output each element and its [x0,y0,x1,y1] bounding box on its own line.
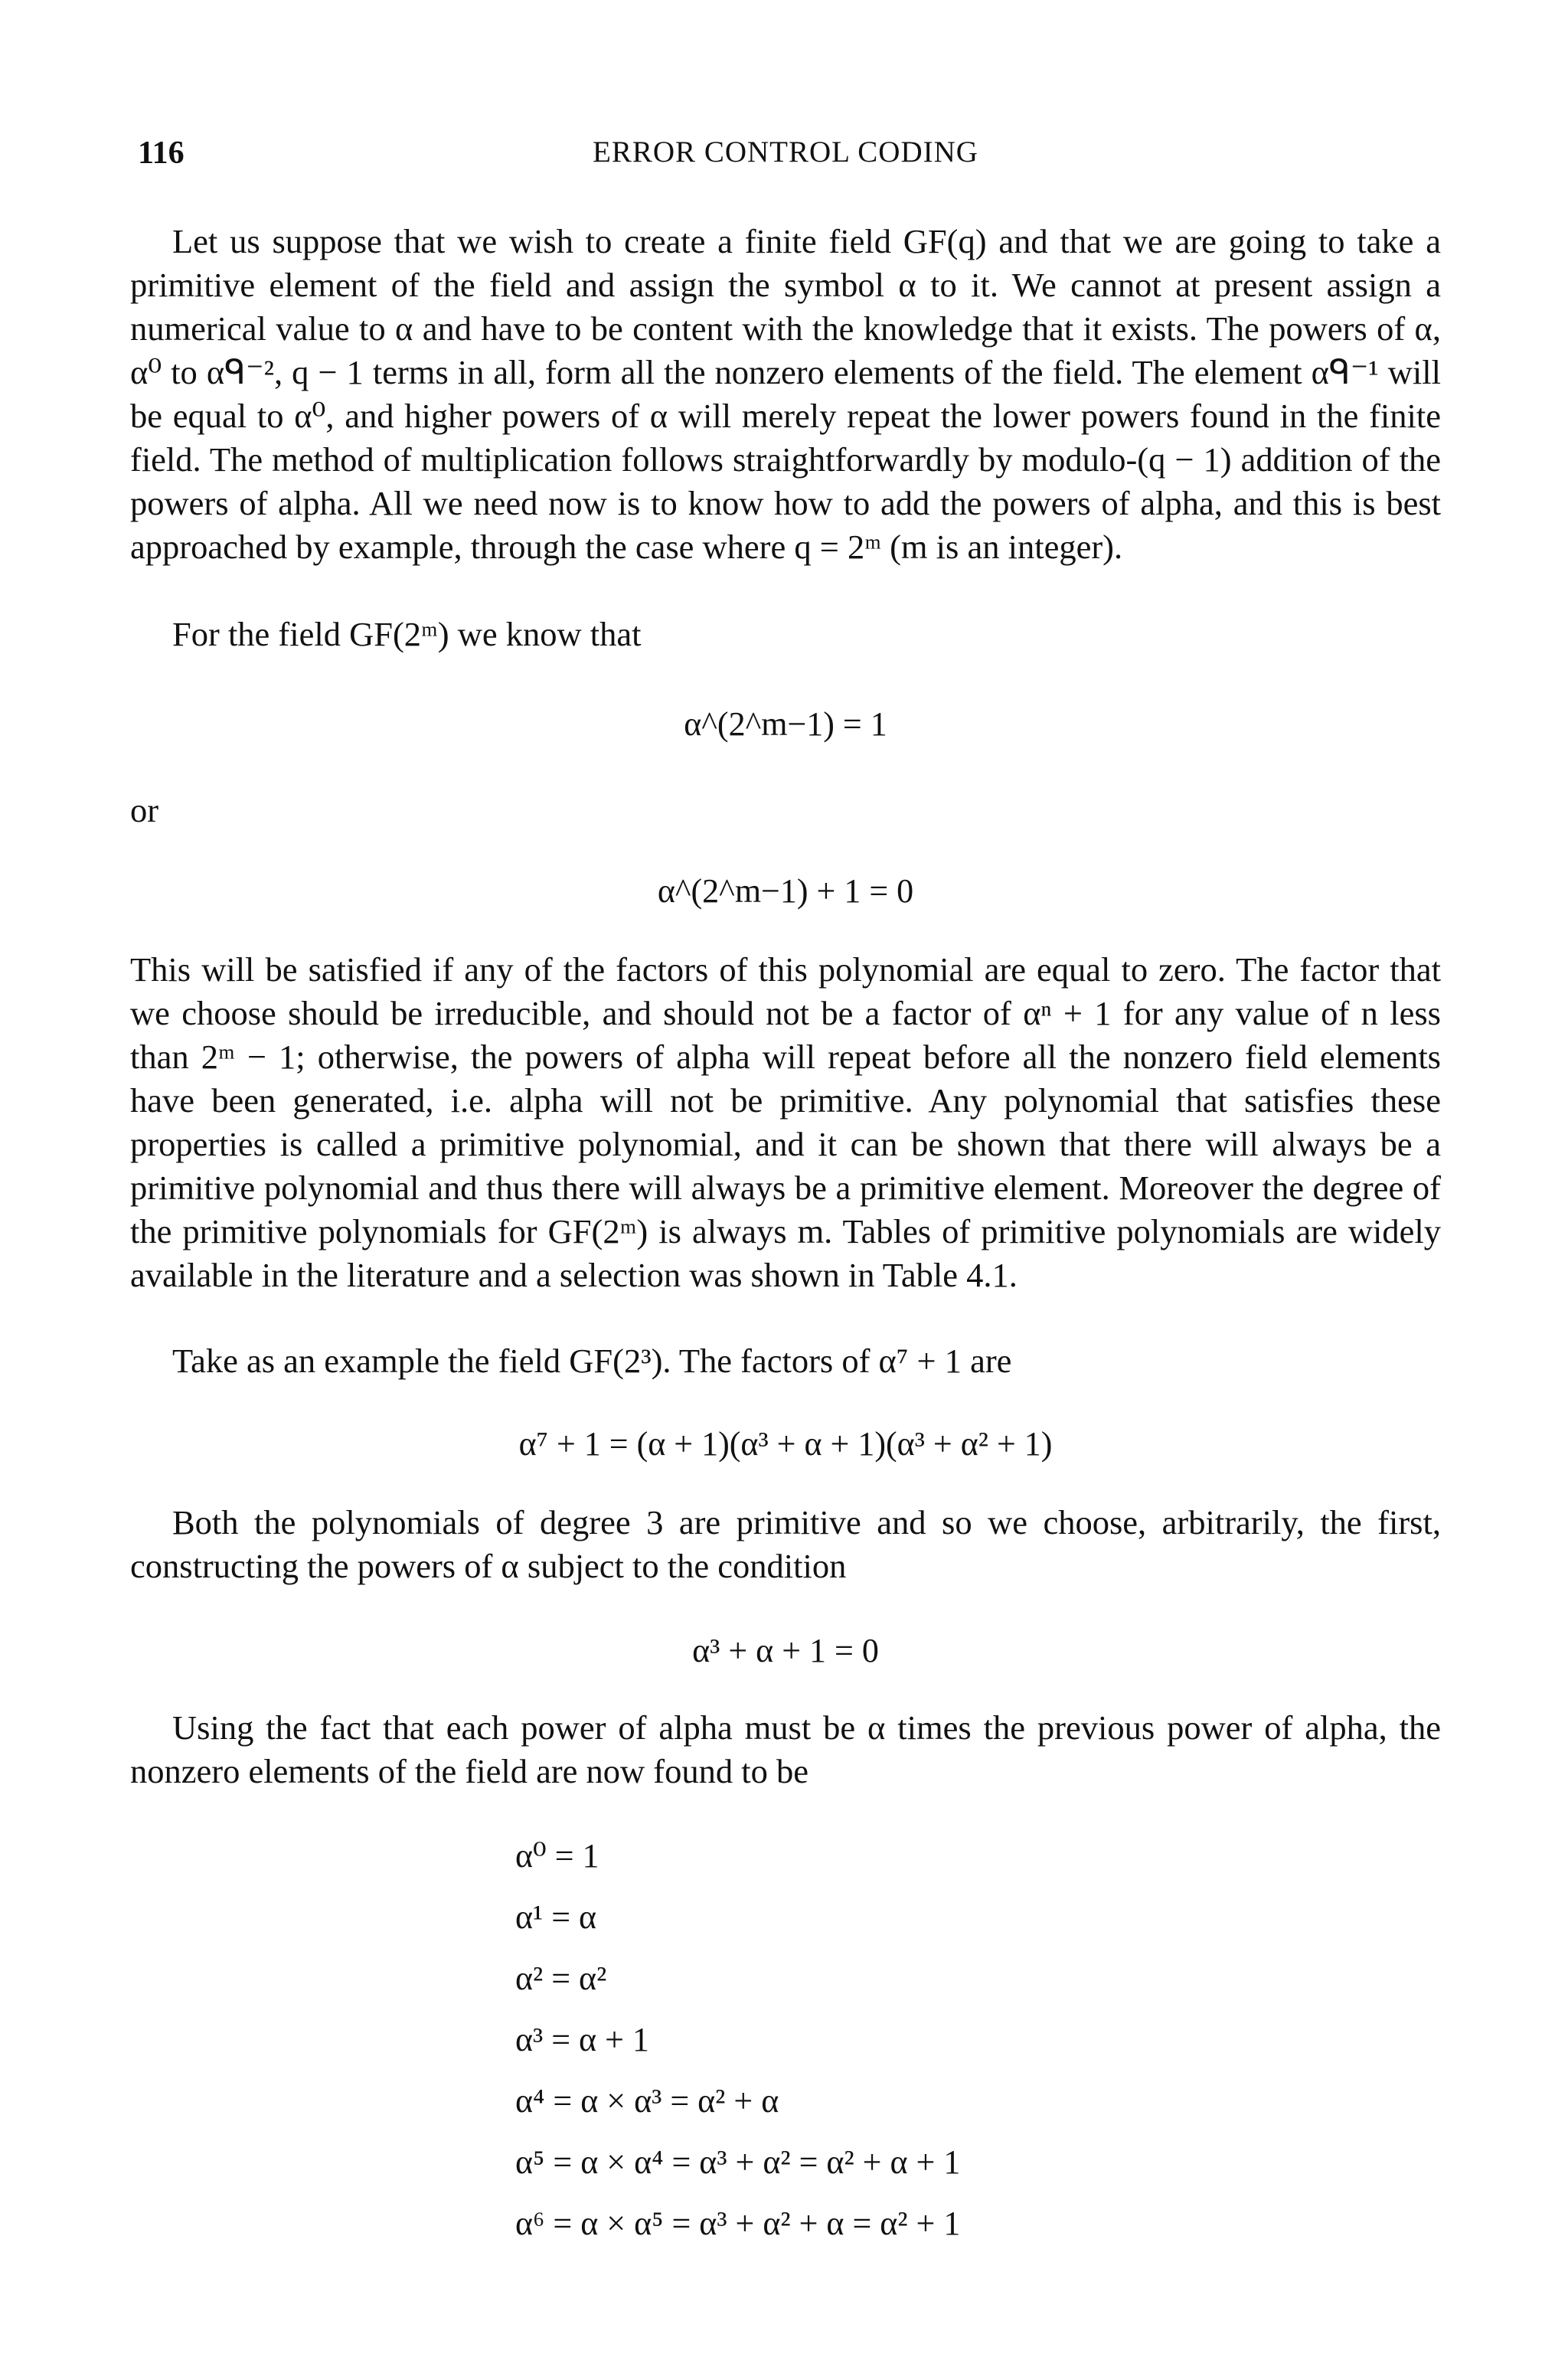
page-number: 116 [138,136,185,171]
paragraph-nonzero-elements: Using the fact that each power of alpha must be α times the previous power of alpha, the nonzero elements of the field are now found to be [130,1708,1441,1790]
power-row: α¹ = α [515,1898,597,1936]
power-row: α³ = α + 1 [515,2021,649,2058]
paragraph-choose-first: Both the polynomials of degree 3 are primitive and so we choose, arbitrarily, the first, constructing the powers of α subject to the condition [130,1503,1441,1585]
equation-condition: α³ + α + 1 = 0 [692,1632,879,1669]
paragraph-field-gf2m: For the field GF(2ᵐ) we know that [172,615,642,653]
running-title: ERROR CONTROL CODING [593,136,978,168]
power-row: α⁰ = 1 [515,1837,599,1875]
power-row: α⁶ = α × α⁵ = α³ + α² + α = α² + 1 [515,2205,961,2242]
paragraph-intro: Let us suppose that we wish to create a finite field GF(q) and that we are going to take a primitive element of the field and assign the symbol α to it. We cannot at present assign a numerical value to α and have to be content with the knowledge that it exists. The powers of α, α⁰ to αᑫ⁻², q − 1 terms in all, form all the nonzero elements of the field. The element αᑫ⁻¹ will be equal to α⁰, and higher powers of α will merely repeat the lower powers found in the finite field. The method of multiplication follows straightforwardly by modulo-(q − 1) addition of the powers of alpha. All we need now is to know how to add the powers of alpha, and this is best approached by example, through the case where q = 2ᵐ (m is an integer). [130,222,1441,566]
power-row: α⁴ = α × α³ = α² + α [515,2082,779,2120]
power-row: α² = α² [515,1960,607,1997]
power-row: α⁵ = α × α⁴ = α³ + α² = α² + α + 1 [515,2143,961,2181]
equation-factors: α⁷ + 1 = (α + 1)(α³ + α + 1)(α³ + α² + 1) [518,1425,1053,1463]
equation-alpha-plus-one: α^(2^m−1) + 1 = 0 [657,872,914,910]
equation-alpha-order: α^(2^m−1) = 1 [684,705,887,743]
paragraph-example-gf8: Take as an example the field GF(2³). The factors of α⁷ + 1 are [172,1342,1012,1380]
word-or: or [130,791,159,829]
paragraph-primitive-polynomial: This will be satisfied if any of the factors of this polynomial are equal to zero. The factor that we choose should be irreducible, and should not be a factor of αⁿ + 1 for any value of n less than 2ᵐ − 1; otherwise, the powers of alpha will repeat before all the nonzero field elements have been generated, i.e. alpha will not be primitive. Any polynomial that satisfies these properties is called a primitive polynomial, and it can be shown that there will always be a primitive polynomial and thus there will always be a primitive element. Moreover the degree of the primitive polynomials for GF(2ᵐ) is always m. Tables of primitive polynomials are widely available in the literature and a selection was shown in Table 4.1. [130,950,1441,1294]
running-head [130,135,1441,181]
